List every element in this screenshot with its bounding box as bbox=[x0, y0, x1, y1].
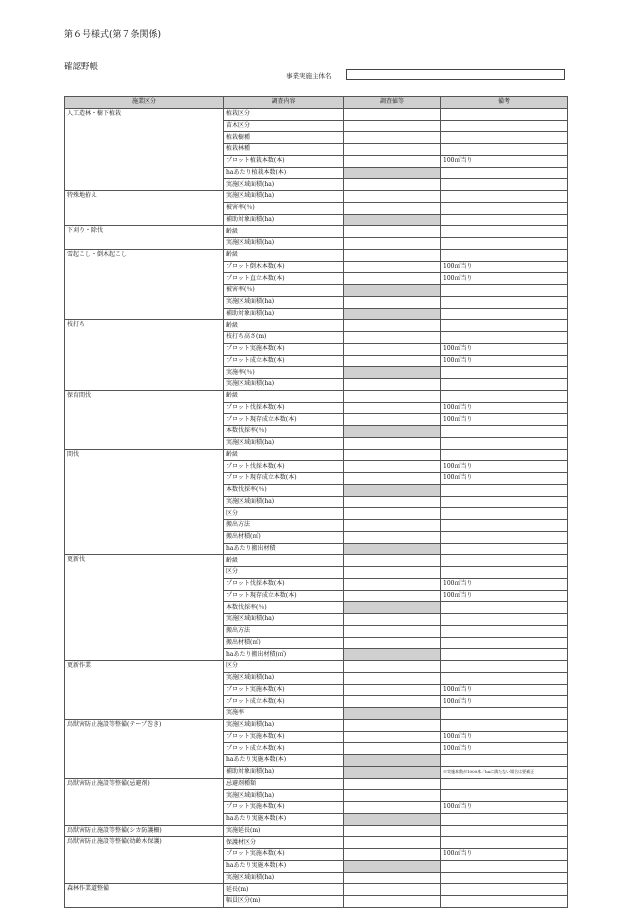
survey-item-cell: 植栽林種 bbox=[224, 144, 344, 156]
remarks-cell bbox=[441, 661, 568, 673]
survey-value-cell[interactable] bbox=[344, 755, 441, 767]
survey-item-cell: 実施区域面積(ha) bbox=[224, 191, 344, 203]
work-category-cell: 下刈り・除伐 bbox=[65, 226, 224, 250]
survey-value-cell[interactable] bbox=[344, 132, 441, 144]
remarks-cell bbox=[441, 778, 568, 790]
survey-value-cell[interactable] bbox=[344, 520, 441, 532]
survey-value-cell[interactable] bbox=[344, 379, 441, 391]
table-row bbox=[65, 226, 568, 238]
survey-value-cell[interactable] bbox=[344, 484, 441, 496]
survey-item-cell: 実施区域面積(ha) bbox=[224, 296, 344, 308]
survey-item-cell: 植栽区分 bbox=[224, 108, 344, 120]
remarks-cell: 100㎡当り bbox=[441, 414, 568, 426]
remarks-cell bbox=[441, 719, 568, 731]
remarks-cell bbox=[441, 132, 568, 144]
survey-item-cell: 被害率(％) bbox=[224, 285, 344, 297]
work-category-cell: 間伐 bbox=[65, 449, 224, 555]
remarks-cell bbox=[441, 555, 568, 567]
remarks-cell bbox=[441, 214, 568, 226]
survey-item-cell: 齢級 bbox=[224, 449, 344, 461]
survey-value-cell[interactable] bbox=[344, 543, 441, 555]
survey-value-cell[interactable] bbox=[344, 684, 441, 696]
survey-item-cell: 保護材区分 bbox=[224, 837, 344, 849]
remarks-cell: 100㎡当り bbox=[441, 355, 568, 367]
survey-item-cell: 延長(m) bbox=[224, 884, 344, 896]
survey-value-cell[interactable] bbox=[344, 202, 441, 214]
survey-item-cell: 実施率(％) bbox=[224, 367, 344, 379]
survey-value-cell[interactable] bbox=[344, 708, 441, 720]
remarks-cell: 100㎡当り bbox=[441, 461, 568, 473]
survey-value-cell[interactable] bbox=[344, 390, 441, 402]
remarks-cell bbox=[441, 320, 568, 332]
remarks-cell bbox=[441, 896, 568, 908]
survey-item-cell: 実施区域面積(ha) bbox=[224, 437, 344, 449]
remarks-cell: 100㎡当り bbox=[441, 802, 568, 814]
remarks-cell bbox=[441, 202, 568, 214]
remarks-cell bbox=[441, 813, 568, 825]
survey-item-cell: プロット実施本数(本) bbox=[224, 802, 344, 814]
remarks-cell: 100㎡当り bbox=[441, 743, 568, 755]
survey-value-cell[interactable] bbox=[344, 155, 441, 167]
survey-value-cell[interactable] bbox=[344, 238, 441, 250]
remarks-cell bbox=[441, 249, 568, 261]
survey-item-cell: プロット現存成立本数(本) bbox=[224, 590, 344, 602]
table-row bbox=[65, 837, 568, 849]
survey-item-cell: 搬出材積(㎥) bbox=[224, 531, 344, 543]
survey-item-cell: 実施区域面積(ha) bbox=[224, 379, 344, 391]
survey-item-cell: 本数伐採率(％) bbox=[224, 602, 344, 614]
remarks-cell bbox=[441, 296, 568, 308]
survey-item-cell: プロット現存成立本数(本) bbox=[224, 414, 344, 426]
remarks-cell bbox=[441, 167, 568, 179]
remarks-cell bbox=[441, 825, 568, 837]
survey-value-cell[interactable] bbox=[344, 449, 441, 461]
survey-item-cell: プロット伐採本数(本) bbox=[224, 578, 344, 590]
survey-value-cell[interactable] bbox=[344, 167, 441, 179]
work-category-cell: 森林作業道整備 bbox=[65, 884, 224, 908]
remarks-cell bbox=[441, 437, 568, 449]
remarks-cell bbox=[441, 238, 568, 250]
remarks-cell: 100㎡当り bbox=[441, 731, 568, 743]
survey-value-cell[interactable] bbox=[344, 355, 441, 367]
table-row bbox=[65, 191, 568, 203]
survey-item-cell: 区分 bbox=[224, 661, 344, 673]
survey-item-cell: 齢級 bbox=[224, 226, 344, 238]
document-title: 確認野帳 bbox=[64, 62, 99, 72]
survey-item-cell: プロット倒木本数(本) bbox=[224, 261, 344, 273]
survey-value-cell[interactable] bbox=[344, 578, 441, 590]
survey-item-cell: 実施延長(m) bbox=[224, 825, 344, 837]
survey-value-cell[interactable] bbox=[344, 273, 441, 285]
survey-item-cell: 区分 bbox=[224, 567, 344, 579]
table-row bbox=[65, 778, 568, 790]
survey-item-cell: 苗木区分 bbox=[224, 120, 344, 132]
survey-value-cell[interactable] bbox=[344, 261, 441, 273]
work-category-cell: 雪起こし・倒木起こし bbox=[65, 249, 224, 320]
form-number: 第６号様式(第７条関係) bbox=[64, 30, 162, 40]
remarks-cell bbox=[441, 426, 568, 438]
survey-item-cell: プロット実施本数(本) bbox=[224, 849, 344, 861]
survey-item-cell: 実施区域面積(ha) bbox=[224, 790, 344, 802]
survey-value-cell[interactable] bbox=[344, 508, 441, 520]
survey-value-cell[interactable] bbox=[344, 308, 441, 320]
remarks-cell: 100㎡当り bbox=[441, 849, 568, 861]
remarks-cell bbox=[441, 179, 568, 191]
survey-item-cell: 補助対象面積(ha) bbox=[224, 214, 344, 226]
survey-value-cell[interactable] bbox=[344, 637, 441, 649]
survey-item-cell: 実施区域面積(ha) bbox=[224, 496, 344, 508]
survey-value-cell[interactable] bbox=[344, 813, 441, 825]
remarks-cell bbox=[441, 484, 568, 496]
survey-value-cell[interactable] bbox=[344, 144, 441, 156]
survey-value-cell[interactable] bbox=[344, 649, 441, 661]
entity-label: 事業実施主体名 bbox=[286, 72, 332, 80]
remarks-cell bbox=[441, 614, 568, 626]
survey-value-cell[interactable] bbox=[344, 179, 441, 191]
survey-item-cell: プロット植栽本数(本) bbox=[224, 155, 344, 167]
survey-item-cell: 搬出方法 bbox=[224, 520, 344, 532]
survey-item-cell: プロット直立本数(本) bbox=[224, 273, 344, 285]
survey-item-cell: プロット成立本数(本) bbox=[224, 743, 344, 755]
remarks-cell bbox=[441, 144, 568, 156]
remarks-cell bbox=[441, 191, 568, 203]
work-category-cell: 保育間伐 bbox=[65, 390, 224, 449]
survey-table bbox=[64, 96, 568, 908]
survey-item-cell: 齢級 bbox=[224, 249, 344, 261]
remarks-cell bbox=[441, 884, 568, 896]
remarks-cell bbox=[441, 625, 568, 637]
remarks-cell bbox=[441, 790, 568, 802]
survey-item-cell: haあたり植栽本数(本) bbox=[224, 167, 344, 179]
remarks-cell bbox=[441, 708, 568, 720]
work-category-cell: 鳥獣害防止施設等整備(忌避剤) bbox=[65, 778, 224, 825]
survey-item-cell: 実施区域面積(ha) bbox=[224, 179, 344, 191]
remarks-cell: 100㎡当り bbox=[441, 261, 568, 273]
survey-body bbox=[65, 108, 568, 907]
remarks-cell bbox=[441, 755, 568, 767]
work-category-cell: 更新伐 bbox=[65, 555, 224, 661]
remarks-cell bbox=[441, 531, 568, 543]
survey-item-cell: haあたり搬出材積(㎥) bbox=[224, 649, 344, 661]
remarks-cell: 100㎡当り bbox=[441, 696, 568, 708]
remarks-cell: 100㎡当り bbox=[441, 578, 568, 590]
survey-value-cell[interactable] bbox=[344, 790, 441, 802]
remarks-cell: 100㎡当り bbox=[441, 402, 568, 414]
remarks-cell bbox=[441, 872, 568, 884]
survey-value-cell[interactable] bbox=[344, 672, 441, 684]
table-row bbox=[65, 320, 568, 332]
table-row bbox=[65, 555, 568, 567]
remarks-cell bbox=[441, 367, 568, 379]
survey-value-cell[interactable] bbox=[344, 343, 441, 355]
survey-item-cell: 植栽樹種 bbox=[224, 132, 344, 144]
table-row bbox=[65, 108, 568, 120]
survey-value-cell[interactable] bbox=[344, 191, 441, 203]
work-category-cell: 特殊地拵え bbox=[65, 191, 224, 226]
survey-value-cell[interactable] bbox=[344, 778, 441, 790]
survey-value-cell[interactable] bbox=[344, 531, 441, 543]
remarks-cell bbox=[441, 308, 568, 320]
survey-value-cell[interactable] bbox=[344, 731, 441, 743]
survey-value-cell[interactable] bbox=[344, 402, 441, 414]
survey-value-cell[interactable] bbox=[344, 108, 441, 120]
survey-item-cell: haあたり実施本数(本) bbox=[224, 755, 344, 767]
survey-item-cell: 補助対象面積(ha) bbox=[224, 308, 344, 320]
header-work-category: 施業区分 bbox=[65, 97, 224, 109]
remarks-cell bbox=[441, 226, 568, 238]
survey-value-cell[interactable] bbox=[344, 872, 441, 884]
survey-item-cell: 実施区域面積(ha) bbox=[224, 614, 344, 626]
survey-value-cell[interactable] bbox=[344, 766, 441, 778]
remarks-cell bbox=[441, 496, 568, 508]
survey-item-cell: 実施区域面積(ha) bbox=[224, 672, 344, 684]
survey-value-cell[interactable] bbox=[344, 320, 441, 332]
survey-value-cell[interactable] bbox=[344, 896, 441, 908]
survey-value-cell[interactable] bbox=[344, 414, 441, 426]
survey-item-cell: 被害率(％) bbox=[224, 202, 344, 214]
survey-item-cell: 区分 bbox=[224, 508, 344, 520]
survey-value-cell[interactable] bbox=[344, 661, 441, 673]
survey-value-cell[interactable] bbox=[344, 426, 441, 438]
remarks-cell: 100㎡当り bbox=[441, 684, 568, 696]
survey-item-cell: 実施率 bbox=[224, 708, 344, 720]
survey-item-cell: 忌避剤種類 bbox=[224, 778, 344, 790]
survey-value-cell[interactable] bbox=[344, 590, 441, 602]
header-survey-item: 調査内容 bbox=[224, 97, 344, 109]
remarks-cell: 100㎡当り bbox=[441, 273, 568, 285]
table-row bbox=[65, 390, 568, 402]
survey-item-cell: 枝打ち高さ(m) bbox=[224, 332, 344, 344]
remarks-cell: ※実施本数が1000本／haに満たない場合は要補正 bbox=[441, 766, 568, 778]
survey-value-cell[interactable] bbox=[344, 296, 441, 308]
survey-item-cell: プロット実施本数(本) bbox=[224, 343, 344, 355]
survey-item-cell: プロット成立本数(本) bbox=[224, 355, 344, 367]
remarks-cell bbox=[441, 508, 568, 520]
survey-item-cell: haあたり搬出材積 bbox=[224, 543, 344, 555]
survey-value-cell[interactable] bbox=[344, 496, 441, 508]
survey-value-cell[interactable] bbox=[344, 860, 441, 872]
survey-value-cell[interactable] bbox=[344, 825, 441, 837]
survey-item-cell: プロット現存成立本数(本) bbox=[224, 473, 344, 485]
survey-item-cell: 本数伐採率(％) bbox=[224, 426, 344, 438]
survey-item-cell: プロット伐採本数(本) bbox=[224, 461, 344, 473]
survey-value-cell[interactable] bbox=[344, 696, 441, 708]
remarks-cell bbox=[441, 837, 568, 849]
survey-item-cell: 搬出方法 bbox=[224, 625, 344, 637]
work-category-cell: 人工造林・樹下植栽 bbox=[65, 108, 224, 190]
remarks-cell bbox=[441, 379, 568, 391]
survey-item-cell: プロット成立本数(本) bbox=[224, 696, 344, 708]
survey-value-cell[interactable] bbox=[344, 249, 441, 261]
remarks-cell bbox=[441, 449, 568, 461]
survey-item-cell: haあたり実施本数(本) bbox=[224, 860, 344, 872]
survey-item-cell: 搬出材積(㎥) bbox=[224, 637, 344, 649]
table-row bbox=[65, 825, 568, 837]
work-category-cell: 鳥獣害防止施設等整備(テープ巻き) bbox=[65, 719, 224, 778]
remarks-cell: 100㎡当り bbox=[441, 473, 568, 485]
survey-item-cell: haあたり実施本数(本) bbox=[224, 813, 344, 825]
survey-value-cell[interactable] bbox=[344, 567, 441, 579]
remarks-cell: 100㎡当り bbox=[441, 590, 568, 602]
survey-value-cell[interactable] bbox=[344, 285, 441, 297]
remarks-cell bbox=[441, 285, 568, 297]
table-row bbox=[65, 884, 568, 896]
remarks-cell bbox=[441, 108, 568, 120]
survey-item-cell: 齢級 bbox=[224, 390, 344, 402]
header-survey-value: 調査値等 bbox=[344, 97, 441, 109]
survey-value-cell[interactable] bbox=[344, 367, 441, 379]
remarks-cell bbox=[441, 649, 568, 661]
survey-value-cell[interactable] bbox=[344, 214, 441, 226]
survey-item-cell: 実施区域面積(ha) bbox=[224, 872, 344, 884]
survey-value-cell[interactable] bbox=[344, 226, 441, 238]
table-row bbox=[65, 661, 568, 673]
work-category-cell: 更新作業 bbox=[65, 661, 224, 720]
survey-item-cell: 実施区域面積(ha) bbox=[224, 719, 344, 731]
survey-value-cell[interactable] bbox=[344, 473, 441, 485]
table-row bbox=[65, 719, 568, 731]
survey-item-cell: 齢級 bbox=[224, 555, 344, 567]
remarks-cell bbox=[441, 567, 568, 579]
survey-value-cell[interactable] bbox=[344, 332, 441, 344]
remarks-cell: 100㎡当り bbox=[441, 155, 568, 167]
survey-value-cell[interactable] bbox=[344, 602, 441, 614]
remarks-cell bbox=[441, 390, 568, 402]
survey-value-cell[interactable] bbox=[344, 625, 441, 637]
survey-item-cell: 補助対象面積(ha) bbox=[224, 766, 344, 778]
header-remarks: 備考 bbox=[441, 97, 568, 109]
survey-value-cell[interactable] bbox=[344, 849, 441, 861]
survey-value-cell[interactable] bbox=[344, 120, 441, 132]
remarks-cell: 100㎡当り bbox=[441, 343, 568, 355]
table-header-row bbox=[65, 97, 568, 109]
survey-value-cell[interactable] bbox=[344, 461, 441, 473]
remarks-cell bbox=[441, 543, 568, 555]
remarks-cell bbox=[441, 602, 568, 614]
survey-value-cell[interactable] bbox=[344, 614, 441, 626]
survey-item-cell: 実施区域面積(ha) bbox=[224, 238, 344, 250]
work-category-cell: 枝打ち bbox=[65, 320, 224, 391]
survey-item-cell: プロット伐採本数(本) bbox=[224, 402, 344, 414]
remarks-cell bbox=[441, 120, 568, 132]
remarks-cell bbox=[441, 332, 568, 344]
table-row bbox=[65, 249, 568, 261]
remarks-cell bbox=[441, 520, 568, 532]
entity-name-field[interactable] bbox=[346, 69, 565, 80]
table-row bbox=[65, 449, 568, 461]
remarks-cell bbox=[441, 672, 568, 684]
survey-value-cell[interactable] bbox=[344, 884, 441, 896]
work-category-cell: 鳥獣害防止施設等整備(幼齢木保護) bbox=[65, 837, 224, 884]
survey-value-cell[interactable] bbox=[344, 719, 441, 731]
remarks-cell bbox=[441, 637, 568, 649]
survey-item-cell: プロット実施本数(本) bbox=[224, 731, 344, 743]
survey-value-cell[interactable] bbox=[344, 743, 441, 755]
remarks-cell bbox=[441, 860, 568, 872]
survey-item-cell: 本数伐採率(％) bbox=[224, 484, 344, 496]
survey-item-cell: プロット実施本数(本) bbox=[224, 684, 344, 696]
work-category-cell: 鳥獣害防止施設等整備(シカ防護柵) bbox=[65, 825, 224, 837]
survey-item-cell: 幅員区分(m) bbox=[224, 896, 344, 908]
survey-value-cell[interactable] bbox=[344, 437, 441, 449]
survey-value-cell[interactable] bbox=[344, 837, 441, 849]
survey-item-cell: 齢級 bbox=[224, 320, 344, 332]
survey-value-cell[interactable] bbox=[344, 802, 441, 814]
survey-value-cell[interactable] bbox=[344, 555, 441, 567]
